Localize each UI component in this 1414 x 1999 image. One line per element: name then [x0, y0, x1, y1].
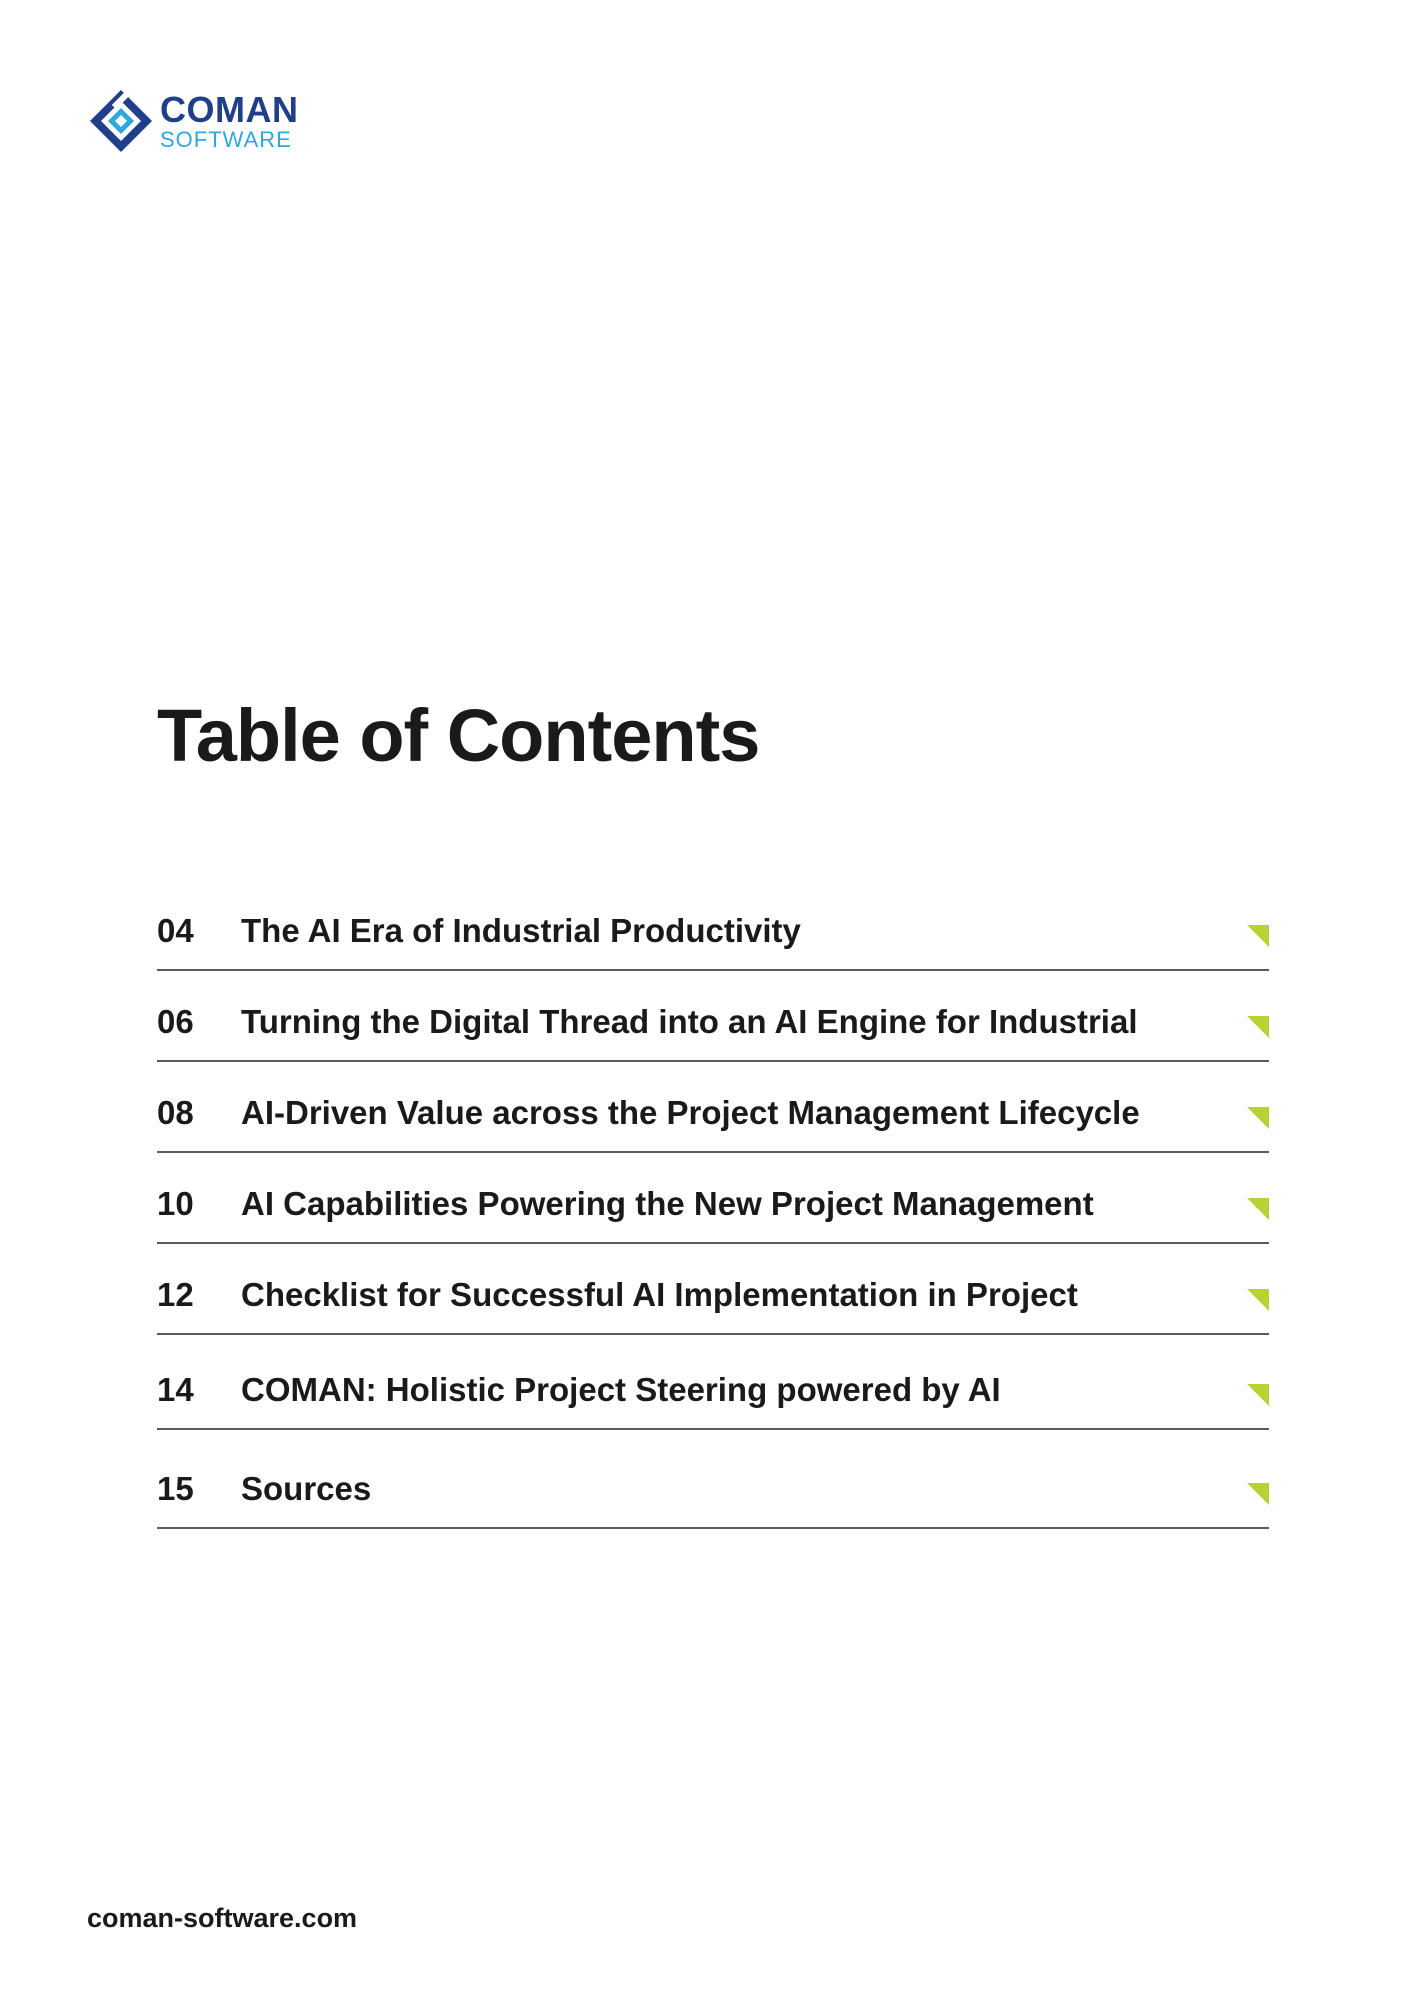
corner-arrow-icon — [1247, 925, 1269, 947]
toc-page-number: 10 — [157, 1185, 194, 1222]
toc-page-number: 06 — [157, 1003, 194, 1040]
toc-entry-title: AI-Driven Value across the Project Management Lifecycle — [241, 1094, 1140, 1131]
corner-arrow-icon — [1247, 1384, 1269, 1406]
coman-logo-icon — [88, 88, 154, 154]
corner-arrow-icon — [1247, 1016, 1269, 1038]
toc-entry[interactable] — [157, 1335, 1269, 1430]
toc-entry-title: The AI Era of Industrial Productivity — [241, 912, 801, 949]
brand-subname: SOFTWARE — [160, 126, 292, 152]
toc-entry[interactable] — [157, 1062, 1269, 1153]
toc-entry-title: AI Capabilities Powering the New Project Management — [241, 1185, 1094, 1222]
footer-website-link[interactable]: coman-software.com — [87, 1903, 358, 1933]
toc-entry[interactable] — [157, 1244, 1269, 1335]
toc-page-number: 14 — [157, 1371, 194, 1408]
brand-logo — [88, 88, 298, 154]
toc-entry[interactable] — [157, 1430, 1269, 1529]
brand-name: COMAN — [160, 88, 299, 130]
corner-arrow-icon — [1247, 1107, 1269, 1129]
toc-entry-title: Sources — [241, 1470, 372, 1507]
corner-arrow-icon — [1247, 1198, 1269, 1220]
toc-page-number: 15 — [157, 1470, 194, 1507]
page-title: Table of Contents — [157, 694, 760, 777]
corner-arrow-icon — [1247, 1289, 1269, 1311]
toc-page-number: 04 — [157, 912, 194, 949]
table-of-contents — [157, 880, 1269, 1529]
toc-entry[interactable] — [157, 971, 1269, 1062]
toc-entry-title: Turning the Digital Thread into an AI Engine for Industrial — [241, 1003, 1138, 1040]
toc-entry[interactable] — [157, 880, 1269, 971]
toc-page-number: 12 — [157, 1276, 194, 1313]
toc-entry-title: COMAN: Holistic Project Steering powered by AI — [241, 1371, 1001, 1408]
toc-page-number: 08 — [157, 1094, 194, 1131]
toc-entry-title: Checklist for Successful AI Implementation in Project — [241, 1276, 1078, 1313]
corner-arrow-icon — [1247, 1483, 1269, 1505]
toc-entry[interactable] — [157, 1153, 1269, 1244]
